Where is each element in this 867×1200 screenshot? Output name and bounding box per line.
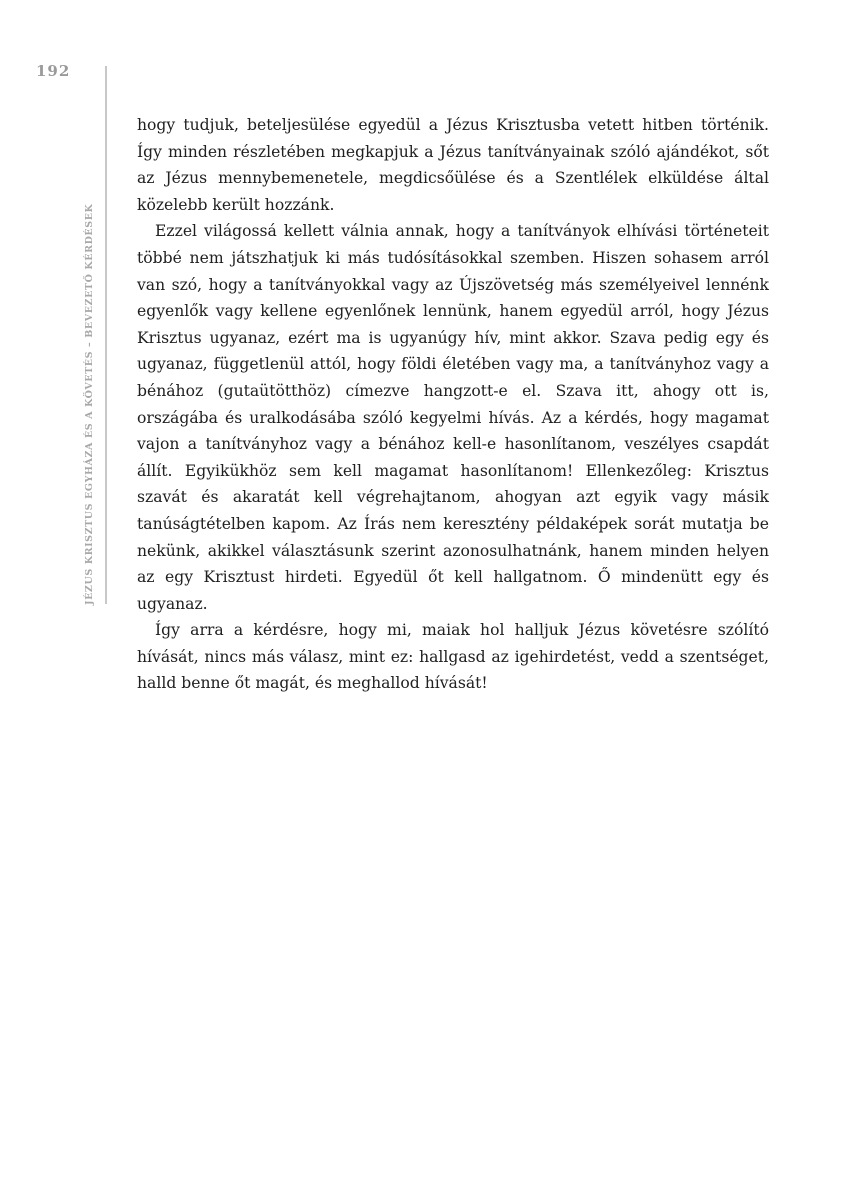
running-head: JÉZUS KRISZTUS EGYHÁZA ÉS A KÖVETÉS – BEVEZETŐ KÉRDÉSEK xyxy=(84,203,95,605)
body-text xyxy=(137,112,769,697)
page-number: 192 xyxy=(36,62,71,80)
paragraph: Így arra a kérdésre, hogy mi, maiak hol halljuk Jézus követésre szólító hívását, nincs más válasz, mint ez: hallgasd az igehirdetést, vedd a szentséget, halld benne őt magát, és meghallod hívását! xyxy=(137,621,769,693)
margin-rule xyxy=(105,66,107,604)
paragraph-continuation: hogy tudjuk, beteljesülése egyedül a Jézus Krisztusba vetett hitben történik. Így minden részletében megkapjuk a Jézus tanítványainak szóló ajándékot, sőt az Jézus mennybemenetele, megdicsőülése és a Szentlélek elküldése által közelebb került hozzánk. xyxy=(137,116,769,214)
paragraph: Ezzel világossá kellett válnia annak, hogy a tanítványok elhívási történeteit többé nem játszhatjuk ki más tudósításokkal szemben. Hiszen sohasem arról van szó, hogy a tanítványokkal vagy az Újszövetség más személyeivel lennénk egyenlők vagy kellene egyenlőnek lennünk, hanem egyedül arról, hogy Jézus Krisztus ugyanaz, ezért ma is ugyanúgy hív, mint akkor. Szava pedig egy és ugyanaz, függetlenül attól, hogy földi életében vagy ma, a tanítványhoz vagy a bénához (gutaütötthöz) címezve hangzott-e el. Szava itt, ahogy ott is, országába és uralkodásába szóló kegyelmi hívás. Az a kérdés, hogy magamat vajon a tanítványhoz vagy a bénához kell-e hasonlítanom, veszélyes csapdát állít. Egyikükhöz sem kell magamat hasonlítanom! Ellenkezőleg: Krisztus szavát és akaratát kell végrehajtanom, ahogyan azt egyik vagy másik tanúságtételben kapom. Az Írás nem keresztény példaképek sorát mutatja be nekünk, akikkel választásunk szerint azonosulhatnánk, hanem minden helyen az egy Krisztust hirdeti. Egyedül őt kell hallgatnom. Ő mindenütt egy és ugyanaz. xyxy=(137,222,769,613)
